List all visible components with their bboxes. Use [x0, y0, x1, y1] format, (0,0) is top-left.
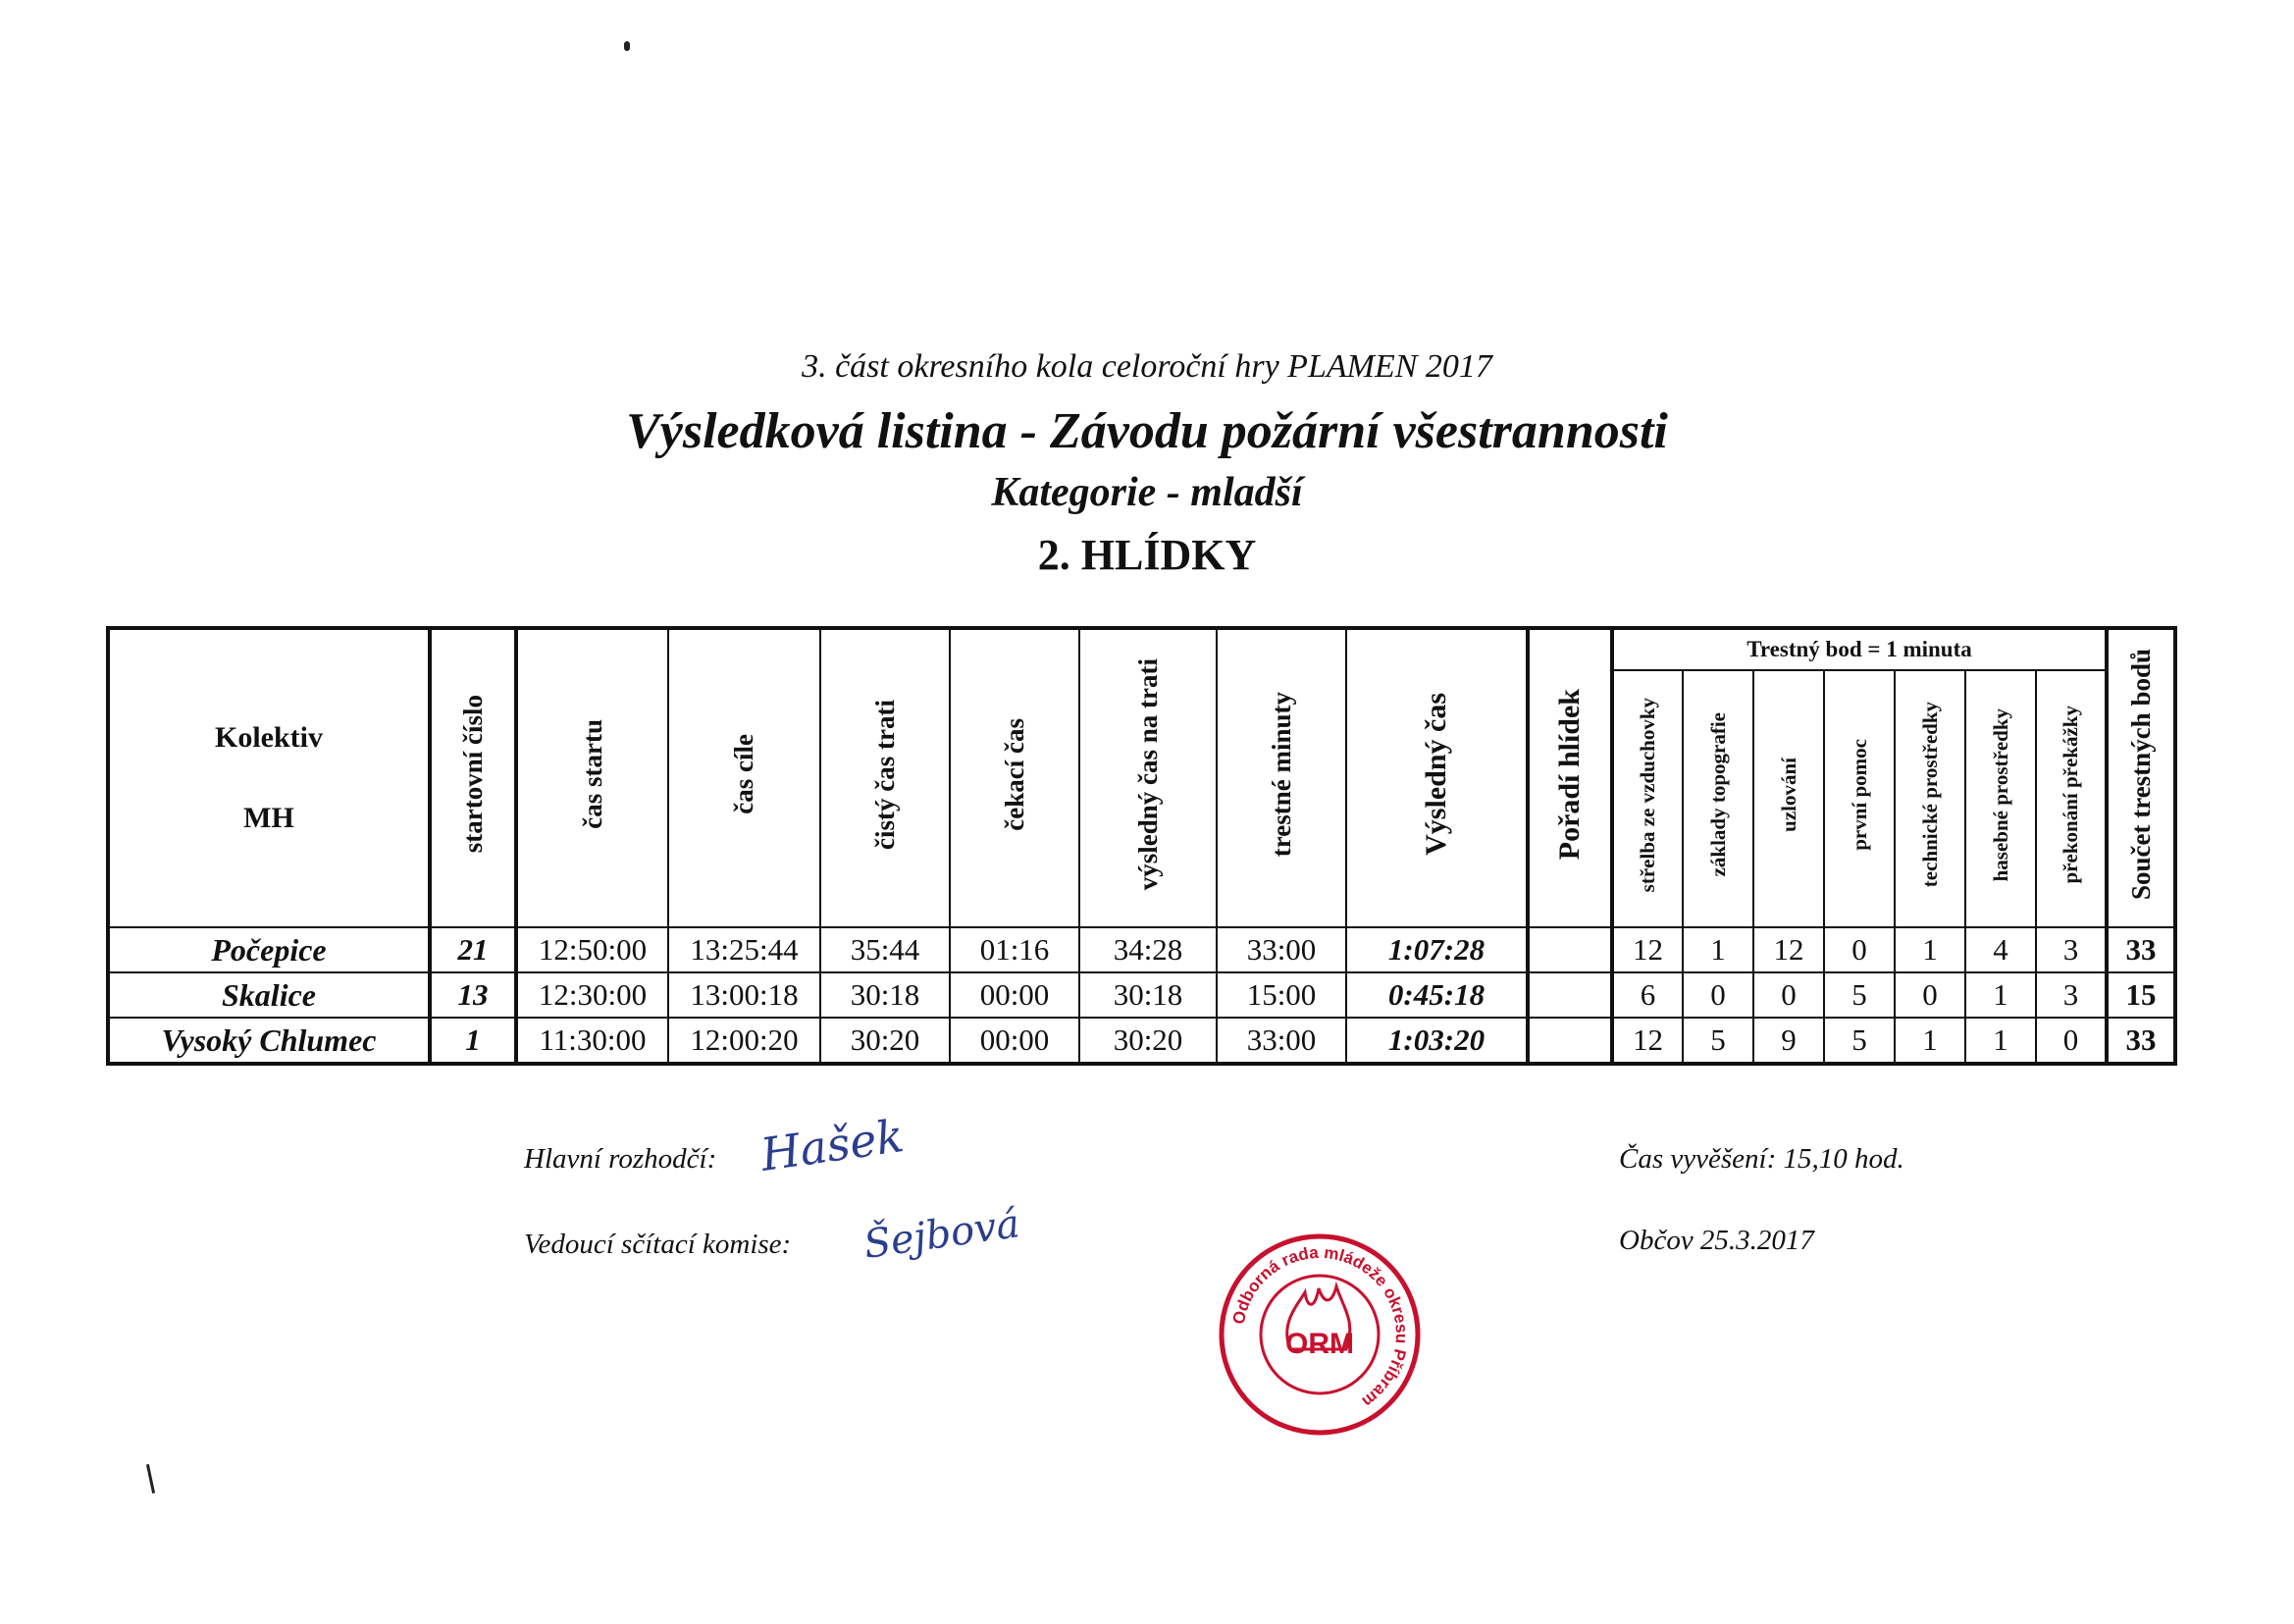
start-no-cell: 13: [430, 972, 516, 1018]
final-time-cell: 1:03:20: [1346, 1018, 1528, 1064]
wait-time-cell: 01:16: [950, 927, 1079, 972]
topography-cell: 1: [1683, 927, 1753, 972]
counting-head-signature: Šejbová: [860, 1201, 1023, 1268]
penalty-sum-cell: 33: [2107, 927, 2175, 972]
penalty-sum-cell: 33: [2107, 1018, 2175, 1064]
start-no-cell: 21: [430, 927, 516, 972]
start-time-cell: 11:30:00: [516, 1018, 668, 1064]
obstacles-cell: 0: [2036, 1018, 2107, 1064]
first-aid-header: první pomoc: [1824, 670, 1895, 927]
track-time-cell: 30:20: [1079, 1018, 1217, 1064]
rank-cell: [1528, 1018, 1612, 1064]
finish-time-cell: 13:25:44: [668, 927, 820, 972]
results-table: [106, 626, 2177, 1066]
shooting-cell: 12: [1612, 927, 1683, 972]
net-time-header: čistý čas trati: [820, 628, 950, 927]
firefighting-cell: 1: [1965, 1018, 2036, 1064]
start-no-header: startovní číslo: [430, 628, 516, 927]
penalty-sum-header: Součet trestných bodů: [2107, 628, 2175, 927]
wait-time-header: čekací čas: [950, 628, 1079, 927]
obstacles-cell: 3: [2036, 972, 2107, 1018]
stamp-center-text: ORM: [1285, 1328, 1354, 1360]
finish-time-cell: 12:00:20: [668, 1018, 820, 1064]
table-row: [108, 1018, 2175, 1064]
final-time-header: Výsledný čas: [1346, 628, 1528, 927]
document-subtitle: 3. část okresního kola celoroční hry PLAMEN 2017: [802, 348, 1492, 385]
rank-cell: [1528, 927, 1612, 972]
shooting-cell: 12: [1612, 1018, 1683, 1064]
firefighting-header: hasebné prostředky: [1965, 670, 2036, 927]
topography-cell: 5: [1683, 1018, 1753, 1064]
scan-speck: [624, 41, 630, 51]
stamp-ring-text: Odborná rada mládeže okresu Příbram: [1228, 1242, 1412, 1411]
final-time-cell: 0:45:18: [1346, 972, 1528, 1018]
team-cell: Vysoký Chlumec: [108, 1018, 430, 1064]
start-time-cell: 12:50:00: [516, 927, 668, 972]
technical-header: technické prostředky: [1895, 670, 1965, 927]
topography-header: základy topografie: [1683, 670, 1753, 927]
penalty-points-header: Trestný bod = 1 minuta: [1612, 628, 2107, 670]
technical-cell: 1: [1895, 1018, 1965, 1064]
firefighting-cell: 1: [1965, 972, 2036, 1018]
shooting-cell: 6: [1612, 972, 1683, 1018]
penalty-minutes-cell: 33:00: [1217, 1018, 1346, 1064]
team-cell: Počepice: [108, 927, 430, 972]
track-time-cell: 30:18: [1079, 972, 1217, 1018]
kolektiv-header: [108, 628, 430, 927]
knots-cell: 9: [1753, 1018, 1824, 1064]
firefighting-cell: 4: [1965, 927, 2036, 972]
knots-header: uzlování: [1753, 670, 1824, 927]
first-aid-cell: 5: [1824, 972, 1895, 1018]
net-time-cell: 35:44: [820, 927, 950, 972]
chief-judge-label: Hlavní rozhodčí:: [524, 1143, 717, 1175]
track-time-cell: 34:28: [1079, 927, 1217, 972]
scan-stroke: [146, 1464, 155, 1493]
net-time-cell: 30:18: [820, 972, 950, 1018]
obstacles-cell: 3: [2036, 927, 2107, 972]
finish-time-header: čas cíle: [668, 628, 820, 927]
posting-time: Čas vyvěšení: 15,10 hod.: [1619, 1143, 1904, 1175]
rank-header: Pořadí hlídek: [1528, 628, 1612, 927]
counting-head-label: Vedoucí sčítací komise:: [524, 1229, 792, 1260]
topography-cell: 0: [1683, 972, 1753, 1018]
first-aid-cell: 5: [1824, 1018, 1895, 1064]
penalty-sum-cell: 15: [2107, 972, 2175, 1018]
knots-cell: 12: [1753, 927, 1824, 972]
wait-time-cell: 00:00: [950, 972, 1079, 1018]
knots-cell: 0: [1753, 972, 1824, 1018]
kolektiv-label: Kolektiv: [215, 721, 323, 754]
penalty-minutes-cell: 15:00: [1217, 972, 1346, 1018]
shooting-header: střelba ze vzduchovky: [1612, 670, 1683, 927]
team-cell: Skalice: [108, 972, 430, 1018]
chief-judge-signature: Hašek: [756, 1109, 908, 1181]
rank-cell: [1528, 972, 1612, 1018]
table-row: [108, 972, 2175, 1018]
start-time-header: čas startu: [516, 628, 668, 927]
obstacles-header: překonání překážky: [2036, 670, 2107, 927]
document-title: Výsledková listina - Závodu požární všestrannosti: [626, 403, 1668, 459]
orm-stamp: [1217, 1231, 1423, 1438]
wait-time-cell: 00:00: [950, 1018, 1079, 1064]
penalty-minutes-cell: 33:00: [1217, 927, 1346, 972]
first-aid-cell: 0: [1824, 927, 1895, 972]
net-time-cell: 30:20: [820, 1018, 950, 1064]
table-row: [108, 927, 2175, 972]
mh-label: MH: [243, 802, 294, 834]
section-label: 2. HLÍDKY: [1037, 531, 1257, 579]
category-label: Kategorie - mladší: [991, 470, 1303, 515]
technical-cell: 0: [1895, 972, 1965, 1018]
finish-time-cell: 13:00:18: [668, 972, 820, 1018]
technical-cell: 1: [1895, 927, 1965, 972]
track-time-header: výsledný čas na trati: [1079, 628, 1217, 927]
start-no-cell: 1: [430, 1018, 516, 1064]
start-time-cell: 12:30:00: [516, 972, 668, 1018]
place-date: Občov 25.3.2017: [1619, 1225, 1814, 1256]
penalty-minutes-header: trestné minuty: [1217, 628, 1346, 927]
final-time-cell: 1:07:28: [1346, 927, 1528, 972]
